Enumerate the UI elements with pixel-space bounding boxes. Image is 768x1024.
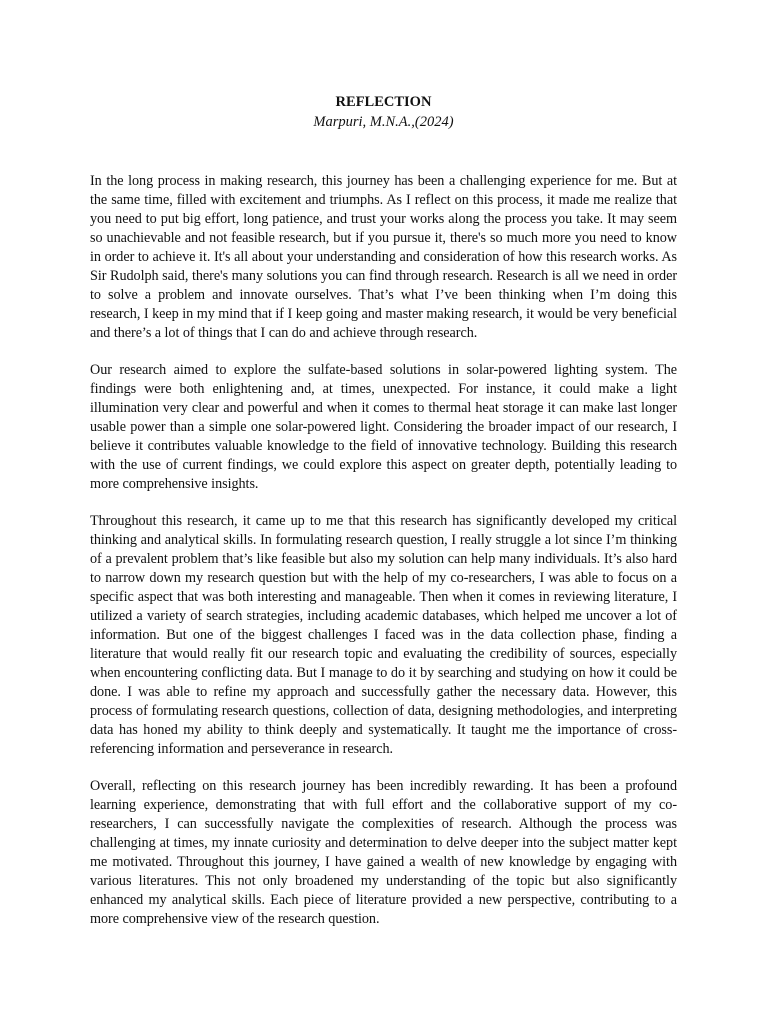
paragraph-2: Our research aimed to explore the sulfate-based solutions in solar-powered lighting system. The findings were both enlightening and, at times, unexpected. For instance, it could make a light illumination very clear and powerful and when it comes to thermal heat storage it can make last longer usable power than a simple one solar-powered light. Considering the broader impact of our research, I believe it contributes valuable knowledge to the field of innovative technology. Building this research with the use of current findings, we could explore this aspect on greater depth, potentially leading to more comprehensive insights. [90,362,677,492]
author-citation: Marpuri, M.N.A.,(2024) [313,114,454,130]
paragraph-3: Throughout this research, it came up to me that this research has significantly developed my critical thinking and analytical skills. In formulating research question, I really struggle a lot since I’m thinking of a prevalent problem that’s like feasible but also my solution can help many individuals. It’s also hard to narrow down my research question but with the help of my co-researchers, I was able to focus on a specific aspect that was both interesting and manageable. Then when it comes in reviewing literature, I utilized a variety of search strategies, including academic databases, which helped me uncover a lot of information. But one of the biggest challenges I faced was in the data collection phase, finding a literature that would really fit our research topic and evaluating the credibility of sources, especially when encountering conflicting data. But I manage to do it by searching and studying on how it could be done. I was able to refine my approach and successfully gather the necessary data. However, this process of formulating research questions, collection of data, designing methodologies, and interpreting data has honed my ability to think deeply and systematically. It taught me the importance of cross-referencing information and perseverance in research. [90,513,677,757]
document-title: REFLECTION [335,94,432,110]
document-page [90,92,677,948]
paragraph-1: In the long process in making research, this journey has been a challenging experience for me. But at the same time, filled with excitement and triumphs. As I reflect on this process, it made me realize that you need to put big effort, long patience, and trust your works along the process you take. It may seem so unachievable and not feasible research, but if you pursue it, there's so much more you need to know in order to achieve it. It's all about your understanding and consideration of how this research works. As Sir Rudolph said, there's many solutions you can find through research. Research is all we need in order to solve a problem and innovate ourselves. That’s what I’ve been thinking when I’m doing this research, I keep in my mind that if I keep going and master making research, it would be very beneficial and there’s a lot of things that I can do and achieve through research. [90,173,677,341]
paragraph-4: Overall, reflecting on this research journey has been incredibly rewarding. It has been a profound learning experience, demonstrating that with full effort and the collaborative support of my co-researchers, I can successfully navigate the complexities of research. Although the process was challenging at times, my innate curiosity and determination to delve deeper into the subject matter kept me motivated. Throughout this journey, I have gained a wealth of new knowledge by engaging with various literatures. This not only broadened my understanding of the topic but also significantly enhanced my analytical skills. Each piece of literature provided a new perspective, contributing to a more comprehensive view of the research question. [90,778,677,928]
